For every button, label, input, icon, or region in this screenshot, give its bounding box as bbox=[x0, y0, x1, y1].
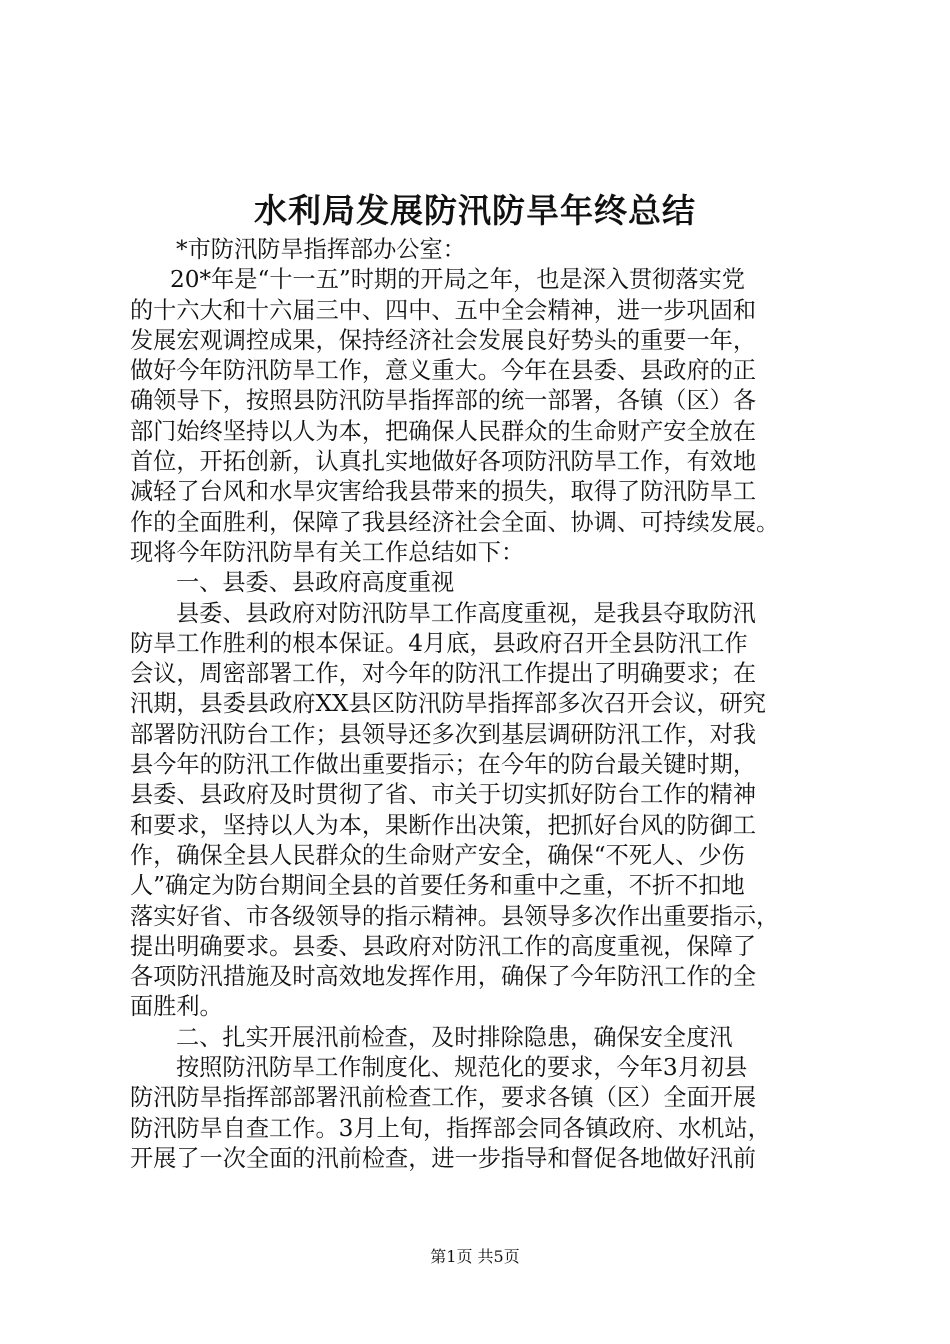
text-line: 作，确保全县人民群众的生命财产安全，确保“不死人、少伤 bbox=[130, 841, 745, 869]
text-line: 部署防汛防台工作；县领导还多次到基层调研防汛工作，对我 bbox=[130, 720, 757, 748]
section-heading: 二、扎实开展汛前检查，及时排除隐患，确保安全度汛 bbox=[176, 1023, 733, 1051]
text-line: 按照防汛防旱工作制度化、规范化的要求，今年3月初县 bbox=[176, 1054, 748, 1082]
text-line: 面胜利。 bbox=[130, 993, 223, 1021]
text-line: 各项防汛措施及时高效地发挥作用，确保了今年防汛工作的全 bbox=[130, 963, 757, 991]
text-line: 发展宏观调控成果，保持经济社会发展良好势头的重要一年， bbox=[130, 326, 757, 354]
text-line: 提出明确要求。县委、县政府对防汛工作的高度重视，保障了 bbox=[130, 932, 757, 960]
text-line: 和要求，坚持以人为本，果断作出决策，把抓好台风的防御工 bbox=[130, 811, 757, 839]
text-line: 现将今年防汛防旱有关工作总结如下： bbox=[130, 538, 525, 566]
text-line: 做好今年防汛防旱工作，意义重大。今年在县委、县政府的正 bbox=[130, 357, 757, 385]
text-line: 开展了一次全面的汛前检查，进一步指导和督促各地做好汛前 bbox=[130, 1144, 757, 1172]
document-title: 水利局发展防汛防旱年终总结 bbox=[254, 191, 696, 230]
text-line: 20*年是“十一五”时期的开局之年，也是深入贯彻落实党 bbox=[170, 266, 745, 294]
text-line: 防汛防旱指挥部部署汛前检查工作，要求各镇（区）全面开展 bbox=[130, 1084, 757, 1112]
text-line: 首位，开拓创新，认真扎实地做好各项防汛防旱工作，有效地 bbox=[130, 448, 757, 476]
text-line: 县委、县政府对防汛防旱工作高度重视，是我县夺取防汛 bbox=[176, 599, 756, 627]
text-line: 作的全面胜利，保障了我县经济社会全面、协调、可持续发展。 bbox=[130, 508, 780, 536]
text-line: 防汛防旱自查工作。3月上旬，指挥部会同各镇政府、水机站， bbox=[130, 1114, 771, 1142]
text-line: 县委、县政府及时贯彻了省、市关于切实抓好防台工作的精神 bbox=[130, 781, 757, 809]
text-line: 人”确定为防台期间全县的首要任务和重中之重，不折不扣地 bbox=[130, 872, 745, 900]
text-line: 会议，周密部署工作，对今年的防汛工作提出了明确要求；在 bbox=[130, 660, 757, 688]
text-line: *市防汛防旱指挥部办公室： bbox=[176, 236, 466, 263]
text-line: 汛期，县委县政府XX县区防汛防旱指挥部多次召开会议，研究 bbox=[130, 690, 766, 718]
text-line: 防旱工作胜利的根本保证。4月底，县政府召开全县防汛工作 bbox=[130, 629, 748, 657]
section-heading: 一、县委、县政府高度重视 bbox=[176, 569, 455, 597]
text-line: 减轻了台风和水旱灾害给我县带来的损失，取得了防汛防旱工 bbox=[130, 478, 757, 506]
text-line: 部门始终坚持以人为本，把确保人民群众的生命财产安全放在 bbox=[130, 417, 757, 445]
text-line: 确领导下，按照县防汛防旱指挥部的统一部署，各镇（区）各 bbox=[130, 387, 757, 415]
page-footer: 第1页 共5页 bbox=[430, 1247, 520, 1266]
document-body bbox=[130, 235, 830, 1174]
text-line: 落实好省、市各级领导的指示精神。县领导多次作出重要指示， bbox=[130, 902, 780, 930]
text-line: 的十六大和十六届三中、四中、五中全会精神，进一步巩固和 bbox=[130, 296, 757, 324]
text-line: 县今年的防汛工作做出重要指示；在今年的防台最关键时期， bbox=[130, 751, 757, 779]
